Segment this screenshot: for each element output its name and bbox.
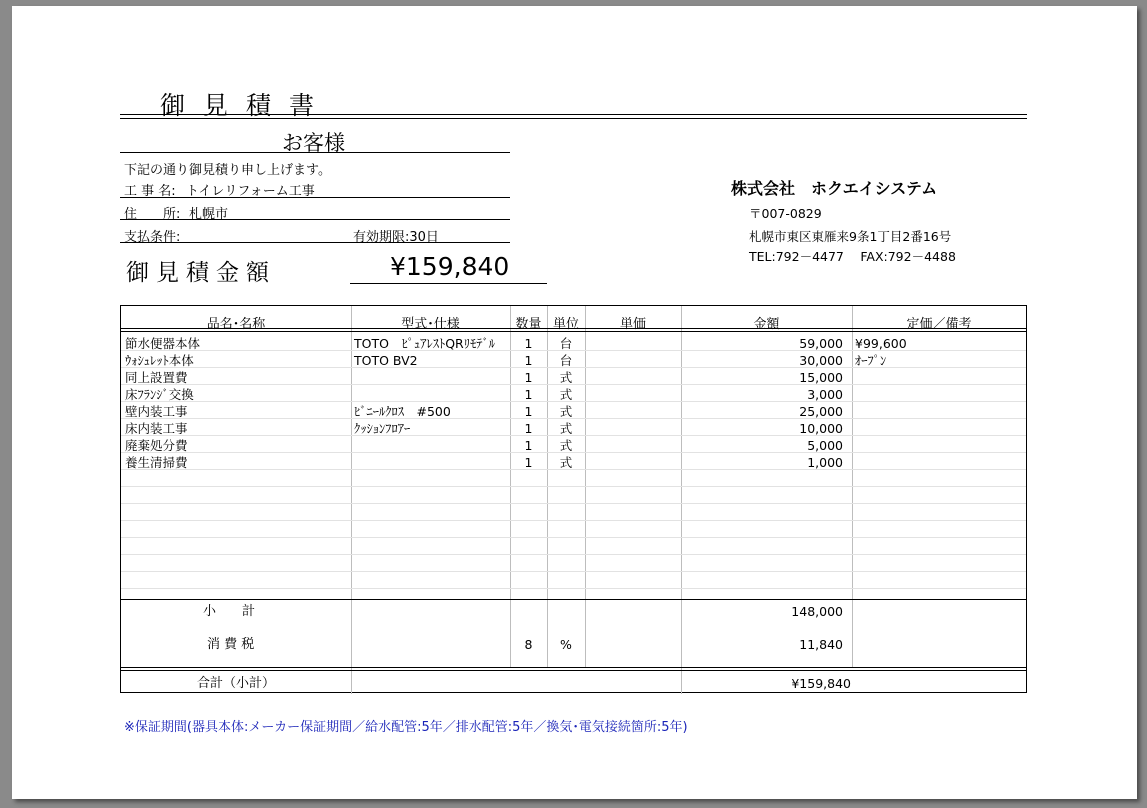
intro-text: 下記の通り御見積り申し上げます。 (124, 163, 331, 178)
row-1-note: ¥99,600 (855, 336, 907, 351)
row-2-note: ｵｰﾌﾟﾝ (855, 353, 887, 368)
subtotal-label: 小 計 (203, 604, 256, 619)
row-2-item: ｳｫｼｭﾚｯﾄ本体 (125, 353, 194, 368)
tax-label: 消 費 税 (207, 637, 255, 652)
row-6-unit: 式 (559, 421, 573, 436)
header-unit-price: 単価 (619, 317, 646, 332)
row-7-amount: 5,000 (807, 438, 843, 453)
grid-line (121, 588, 1026, 589)
row-8-amount: 1,000 (807, 455, 843, 470)
header-item: 品名･名称 (206, 317, 266, 332)
company-phone-fax: TEL:792－4477 FAX:792－4488 (749, 249, 956, 264)
header-unit: 単位 (552, 317, 579, 332)
total-label: 御見積金額 (126, 260, 276, 286)
project-value: トイレリフォーム工事 (186, 184, 315, 199)
company-postal: 〒007-0829 (749, 206, 822, 221)
row-5-amount: 25,000 (799, 404, 843, 419)
row-2-unit: 台 (559, 353, 573, 368)
row-2-amount: 30,000 (799, 353, 843, 368)
address-label: 住 所: (124, 207, 181, 222)
document-title: 御見積書 (160, 91, 333, 120)
total-underline (350, 283, 547, 284)
col-divider (852, 306, 853, 668)
address-value: 札幌市 (189, 207, 229, 222)
row-4-qty: 1 (524, 387, 533, 402)
company-address: 札幌市東区東雁来9条1丁目2番16号 (749, 229, 952, 244)
total-value: ¥159,840 (390, 252, 510, 281)
customer-name: お客様 (282, 131, 345, 155)
header-model: 型式･仕様 (401, 317, 460, 332)
grand-rule-2 (121, 670, 1026, 671)
payment-underline (120, 242, 510, 243)
row-4-item: 床ﾌﾗﾝｼﾞ交換 (125, 387, 194, 402)
row-5-item: 壁内装工事 (125, 404, 188, 419)
validity: 有効期限:30日 (353, 230, 439, 245)
row-3-unit: 式 (559, 370, 573, 385)
row-8-item: 養生清掃費 (125, 455, 188, 470)
row-6-qty: 1 (524, 421, 533, 436)
row-3-qty: 1 (524, 370, 533, 385)
subtotal-value: 148,000 (791, 604, 843, 619)
row-2-model: TOTO BV2 (354, 353, 418, 368)
subtotal-rule (121, 599, 1026, 600)
tax-unit: % (560, 637, 572, 652)
row-1-item: 節水便器本体 (125, 336, 201, 351)
warranty-note: ※保証期間(器具本体:メーカー保証期間／給水配管:5年／排水配管:5年／換気･電気接続箇所:5年) (124, 720, 688, 735)
tax-value: 11,840 (799, 637, 843, 652)
row-5-qty: 1 (524, 404, 533, 419)
header-rule-2 (121, 331, 1026, 332)
row-5-unit: 式 (559, 404, 573, 419)
row-8-qty: 1 (524, 455, 533, 470)
grand-total-label: 合計（小計） (197, 676, 276, 691)
grid-line (121, 503, 1026, 504)
title-underline (120, 114, 1027, 115)
project-label: 工 事 名: (124, 184, 176, 199)
row-5-model: ﾋﾞﾆｰﾙｸﾛｽ #500 (354, 404, 451, 419)
header-rule (121, 328, 1026, 329)
row-1-amount: 59,000 (799, 336, 843, 351)
grand-total-value: ¥159,840 (791, 676, 851, 691)
header-amount: 金額 (753, 317, 780, 332)
grid-line (121, 554, 1026, 555)
grid-line (121, 537, 1026, 538)
row-1-qty: 1 (524, 336, 533, 351)
estimate-table (120, 305, 1027, 693)
project-underline (120, 197, 510, 198)
grid-line (121, 571, 1026, 572)
row-6-item: 床内装工事 (125, 421, 188, 436)
row-4-unit: 式 (559, 387, 573, 402)
grand-rule (121, 667, 1026, 668)
col-divider (585, 306, 586, 668)
row-1-model: TOTO ﾋﾟｭｱﾚｽﾄQRﾘﾓﾃﾞﾙ (354, 336, 495, 351)
header-qty: 数量 (515, 317, 542, 332)
col-divider (351, 306, 352, 694)
row-8-unit: 式 (559, 455, 573, 470)
row-7-item: 廃棄処分費 (125, 438, 188, 453)
tax-rate: 8 (524, 637, 533, 652)
title-underline-2 (120, 118, 1027, 119)
customer-underline (120, 152, 510, 153)
row-2-qty: 1 (524, 353, 533, 368)
address-underline (120, 219, 510, 220)
row-3-item: 同上設置費 (125, 370, 188, 385)
grid-line (121, 486, 1026, 487)
header-note: 定価／備考 (906, 317, 972, 332)
row-6-amount: 10,000 (799, 421, 843, 436)
row-4-amount: 3,000 (807, 387, 843, 402)
row-7-qty: 1 (524, 438, 533, 453)
row-7-unit: 式 (559, 438, 573, 453)
row-3-amount: 15,000 (799, 370, 843, 385)
row-6-model: ｸｯｼｮﾝﾌﾛｱｰ (354, 421, 411, 436)
payment-label: 支払条件: (124, 230, 181, 245)
company-name: 株式会社 ホクエイシステム (731, 179, 938, 198)
row-1-unit: 台 (559, 336, 573, 351)
grid-line (121, 520, 1026, 521)
